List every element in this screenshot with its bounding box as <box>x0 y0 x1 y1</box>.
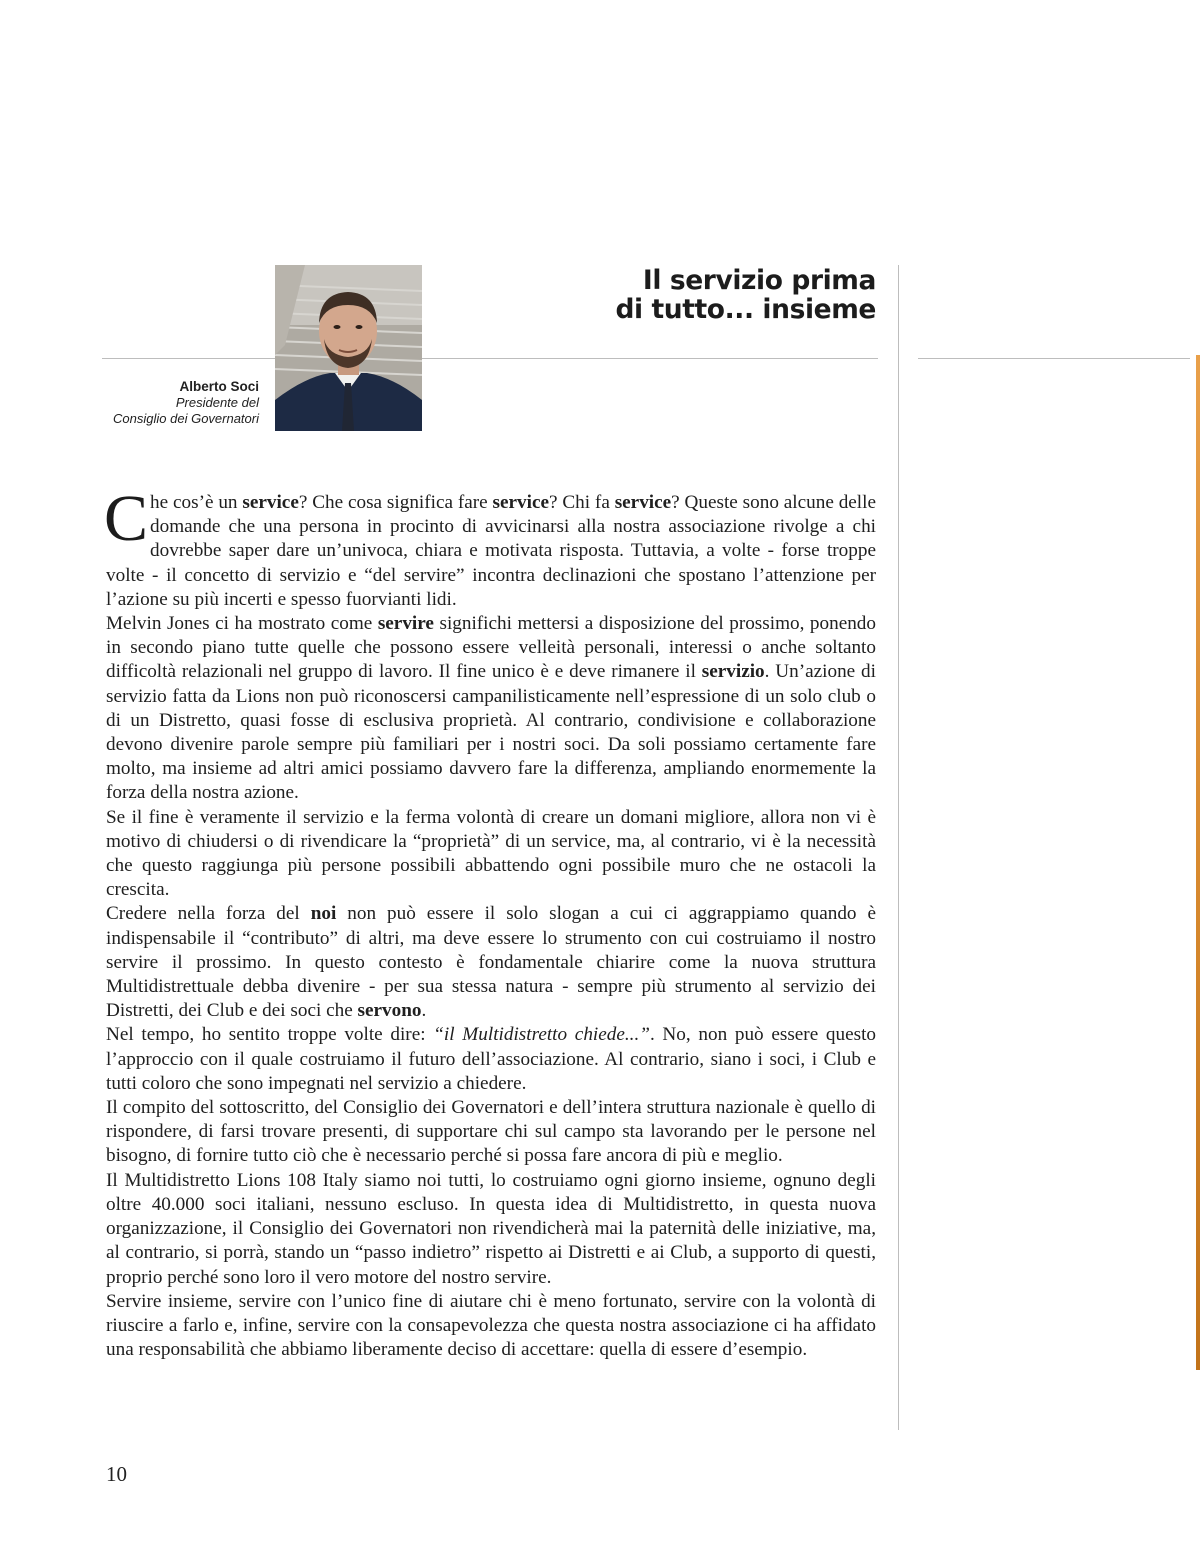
paragraph-5: Nel tempo, ho sentito troppe volte dire: “il Multidistretto chiede...”. No, non può essere questo l’approccio con il quale costruiamo il futuro dell’associazione. Al contrario, siano i soci, i Club e tutti coloro che sono impegnati nel servizio a chiedere. <box>106 1024 877 1094</box>
paragraph-1: Che cos’è un service? Che cosa significa fare service? Chi fa service? Queste sono alcune delle domande che una persona in procinto di avvicinarsi alla nostra associazione rivolge a chi dovrebbe saper dare un’univoca, chiara e motivata risposta. Tuttavia, a volte - forse troppe volte - il concetto di servizio e “del servire” incontra declinazioni che spostano l’attenzione per l’azione su più incerti e spesso fuorvianti lidi. <box>104 482 876 610</box>
title-line-2: di tutto... insieme <box>615 294 876 325</box>
page-number: 10 <box>106 1462 127 1486</box>
drop-cap: C <box>104 482 149 555</box>
author-byline <box>60 379 259 427</box>
paragraph-2: Melvin Jones ci ha mostrato come servire significhi mettersi a disposizione del prossimo, ponendo in secondo piano tutte quelle che possono essere velleità personali, interessi o anche soltanto difficoltà relazionali nel gruppo di lavoro. Il fine unico è e deve rimanere il servizio. Un’azione di servizio fatta da Lions non può riconoscersi campanilisticamente nell’espressione di un solo club o di un Distretto, quasi fosse di esclusiva proprietà. Al contrario, condivisione e collaborazione devono divenire parole sempre più familiari per i nostri soci. Da soli possiamo certamente fare molto, ma insieme ad altri amici possiamo davvero fare la differenza, ampliando enormemente la forza della nostra azione. <box>106 613 876 804</box>
author-role-line-1: Presidente del <box>175 395 259 410</box>
paragraph-6: Il compito del sottoscritto, del Consiglio dei Governatori e dell’intera struttura nazionale è quello di rispondere, di farsi trovare presenti, di supportare chi sul campo sta lavorando per le persone nel bisogno, di fornire tutto ciò che è necessario perché si possa fare ancora di più e meglio. <box>106 1097 876 1167</box>
author-name: Alberto Soci <box>179 379 259 394</box>
paragraph-7: Il Multidistretto Lions 108 Italy siamo noi tutti, lo costruiamo ogni giorno insieme, ognuno degli oltre 40.000 soci italiani, nessuno escluso. In questa idea di Multidistretto, in questa nuova organizzazione, il Consiglio dei Governatori non rivendicherà mai la paternità delle iniziative, ma, al contrario, si porrà, stando un “passo indietro” rispetto ai Distretti e ai Club, a supporto di questi, proprio perché sono loro il vero motore del nostro servire. <box>106 1169 876 1288</box>
title-line-1: Il servizio prima <box>642 265 876 296</box>
page-edge-strip <box>1196 355 1200 1370</box>
author-photo <box>275 265 422 431</box>
article-body <box>104 482 877 1362</box>
header-rule <box>102 358 878 359</box>
author-role-line-2: Consiglio dei Governatori <box>113 411 259 426</box>
paragraph-3: Se il fine è veramente il servizio e la ferma volontà di creare un domani migliore, allora non vi è motivo di chiudersi o di rivendicare la “proprietà” di un service, ma, al contrario, vi è la necessità che questo raggiunga più persone possibili abbattendo ogni possibile muro che ne ostacoli la crescita. <box>106 806 876 901</box>
paragraph-8: Servire insieme, servire con l’unico fine di aiutare chi è meno fortunato, servire con la volontà di riuscire a farlo e, infine, servire con la consapevolezza che questa nostra associazione ci ha affidato una responsabilità che abbiamo liberamente deciso di accettare: quella di essere d’esempio. <box>106 1290 876 1361</box>
margin-rule <box>918 358 1190 359</box>
paragraph-4: Credere nella forza del noi non può essere il solo slogan a cui ci aggrappiamo quando è indispensabile il “contributo” di altri, ma deve essere lo strumento con cui costruiamo il nostro servire il prossimo. In questo contesto è fondamentale chiarire come la nuova struttura Multidistrettuale debba divenire - per sua stessa natura - sempre più strumento al servizio dei Distretti, dei Club e dei soci che servono. <box>106 903 876 1022</box>
column-divider <box>898 265 899 1430</box>
article-title <box>560 266 876 324</box>
